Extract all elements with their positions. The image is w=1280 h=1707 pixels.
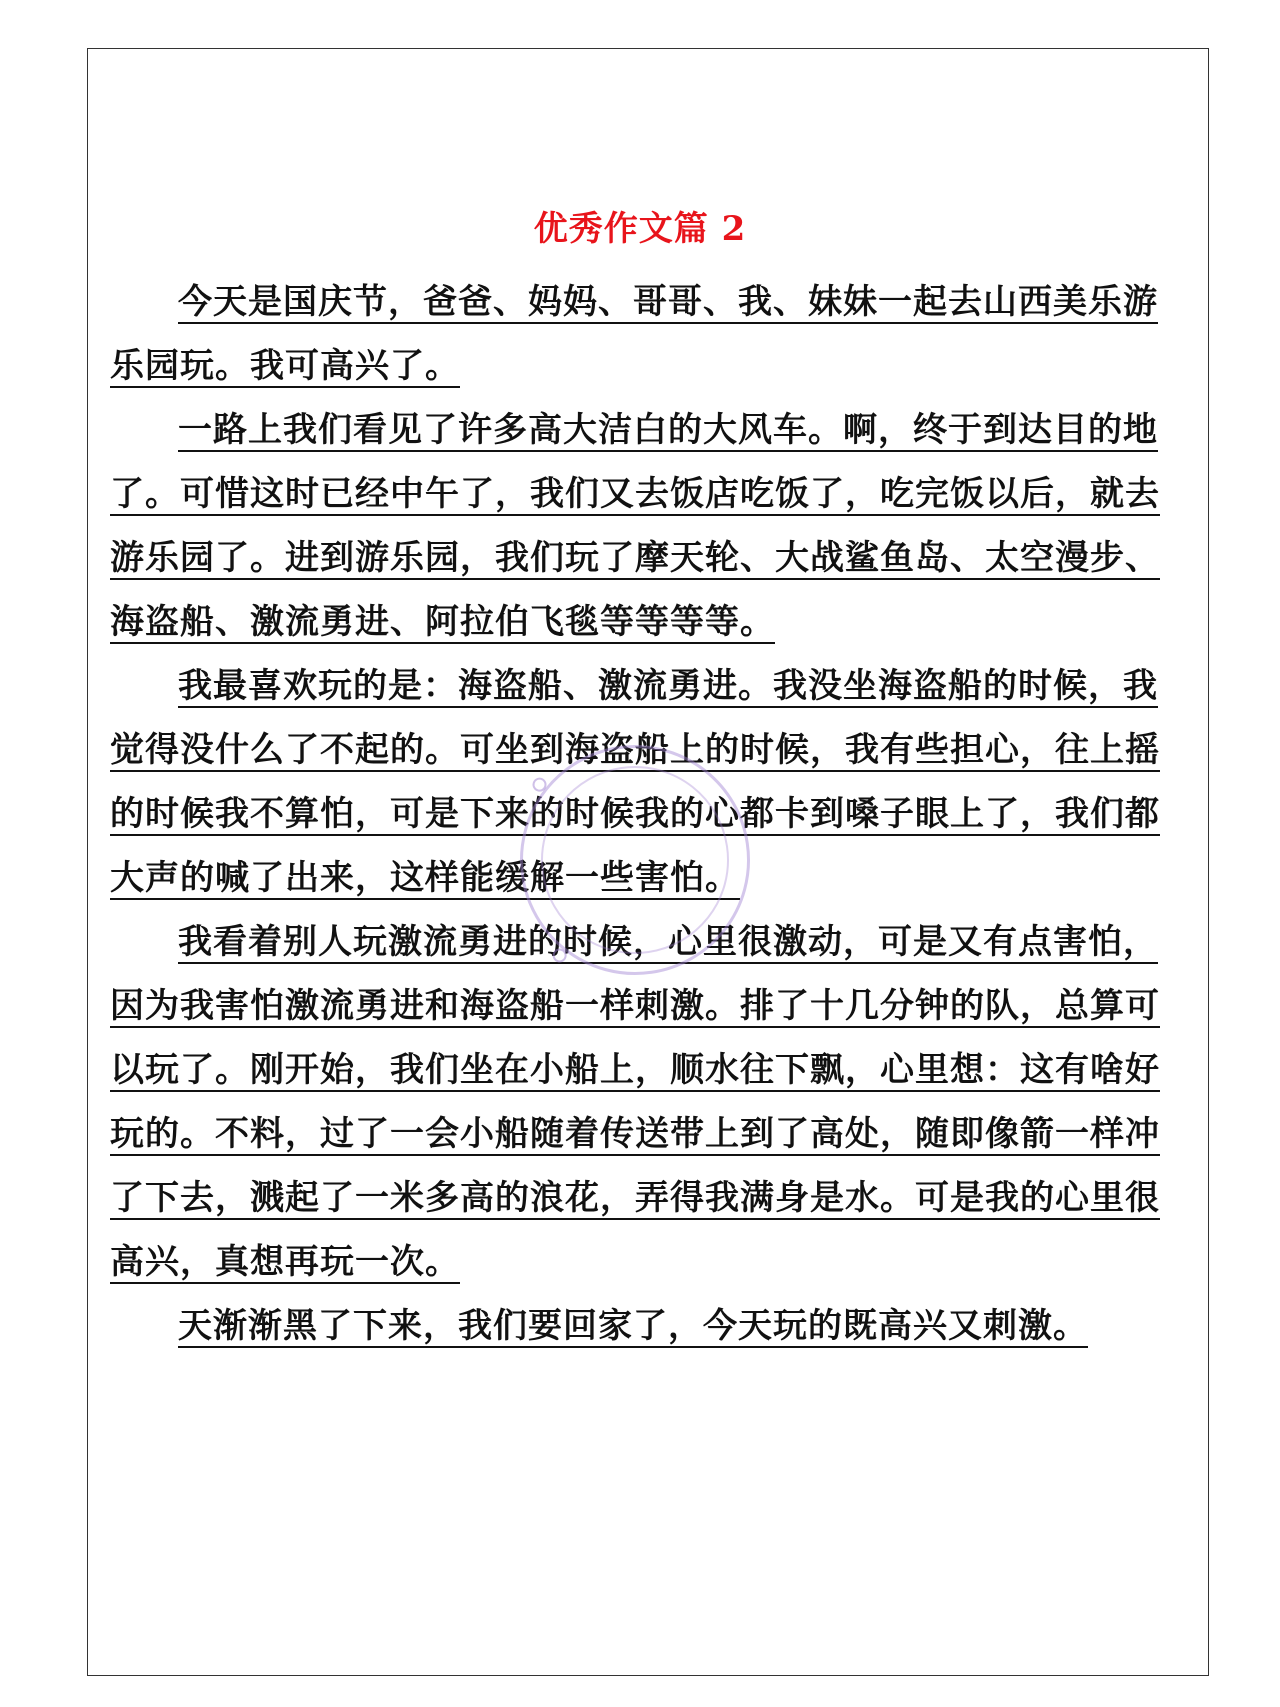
- essay-body: [110, 270, 1185, 1358]
- essay-title: 优秀作文篇 2: [533, 209, 747, 249]
- paragraph-5: [110, 1294, 1185, 1358]
- paragraph-5-text: 天渐渐黑了下来，我们要回家了，今天玩的既高兴又刺激。: [178, 1306, 1088, 1346]
- paragraph-3-text: 我最喜欢玩的是：海盗船、激流勇进。我没坐海盗船的时候，我觉得没什么了不起的。可坐到海盗船上的时候，我有些担心，往上摇的时候我不算怕，可是下来的时候我的心都卡到嗓子眼上了，我们都大声的喊了出来，这样能缓解一些害怕。: [110, 666, 1160, 898]
- paragraph-4: [110, 910, 1185, 1294]
- paragraph-1: [110, 270, 1185, 398]
- paragraph-3: [110, 654, 1185, 910]
- paragraph-4-text: 我看着别人玩激流勇进的时候，心里很激动，可是又有点害怕，因为我害怕激流勇进和海盗船一样刺激。排了十几分钟的队，总算可以玩了。刚开始，我们坐在小船上，顺水往下飘，心里想：这有啥好玩的。不料，过了一会小船随着传送带上到了高处，随即像箭一样冲了下去，溅起了一米多高的浪花，弄得我满身是水。可是我的心里很高兴，真想再玩一次。: [110, 922, 1160, 1282]
- paragraph-2: [110, 398, 1185, 654]
- paragraph-1-text: 今天是国庆节，爸爸、妈妈、哥哥、我、妹妹一起去山西美乐游乐园玩。我可高兴了。: [110, 282, 1158, 386]
- paragraph-2-text: 一路上我们看见了许多高大洁白的大风车。啊，终于到达目的地了。可惜这时已经中午了，我们又去饭店吃饭了，吃完饭以后，就去游乐园了。进到游乐园，我们玩了摩天轮、大战鲨鱼岛、太空漫步、海盗船、激流勇进、阿拉伯飞毯等等等等。: [110, 410, 1160, 642]
